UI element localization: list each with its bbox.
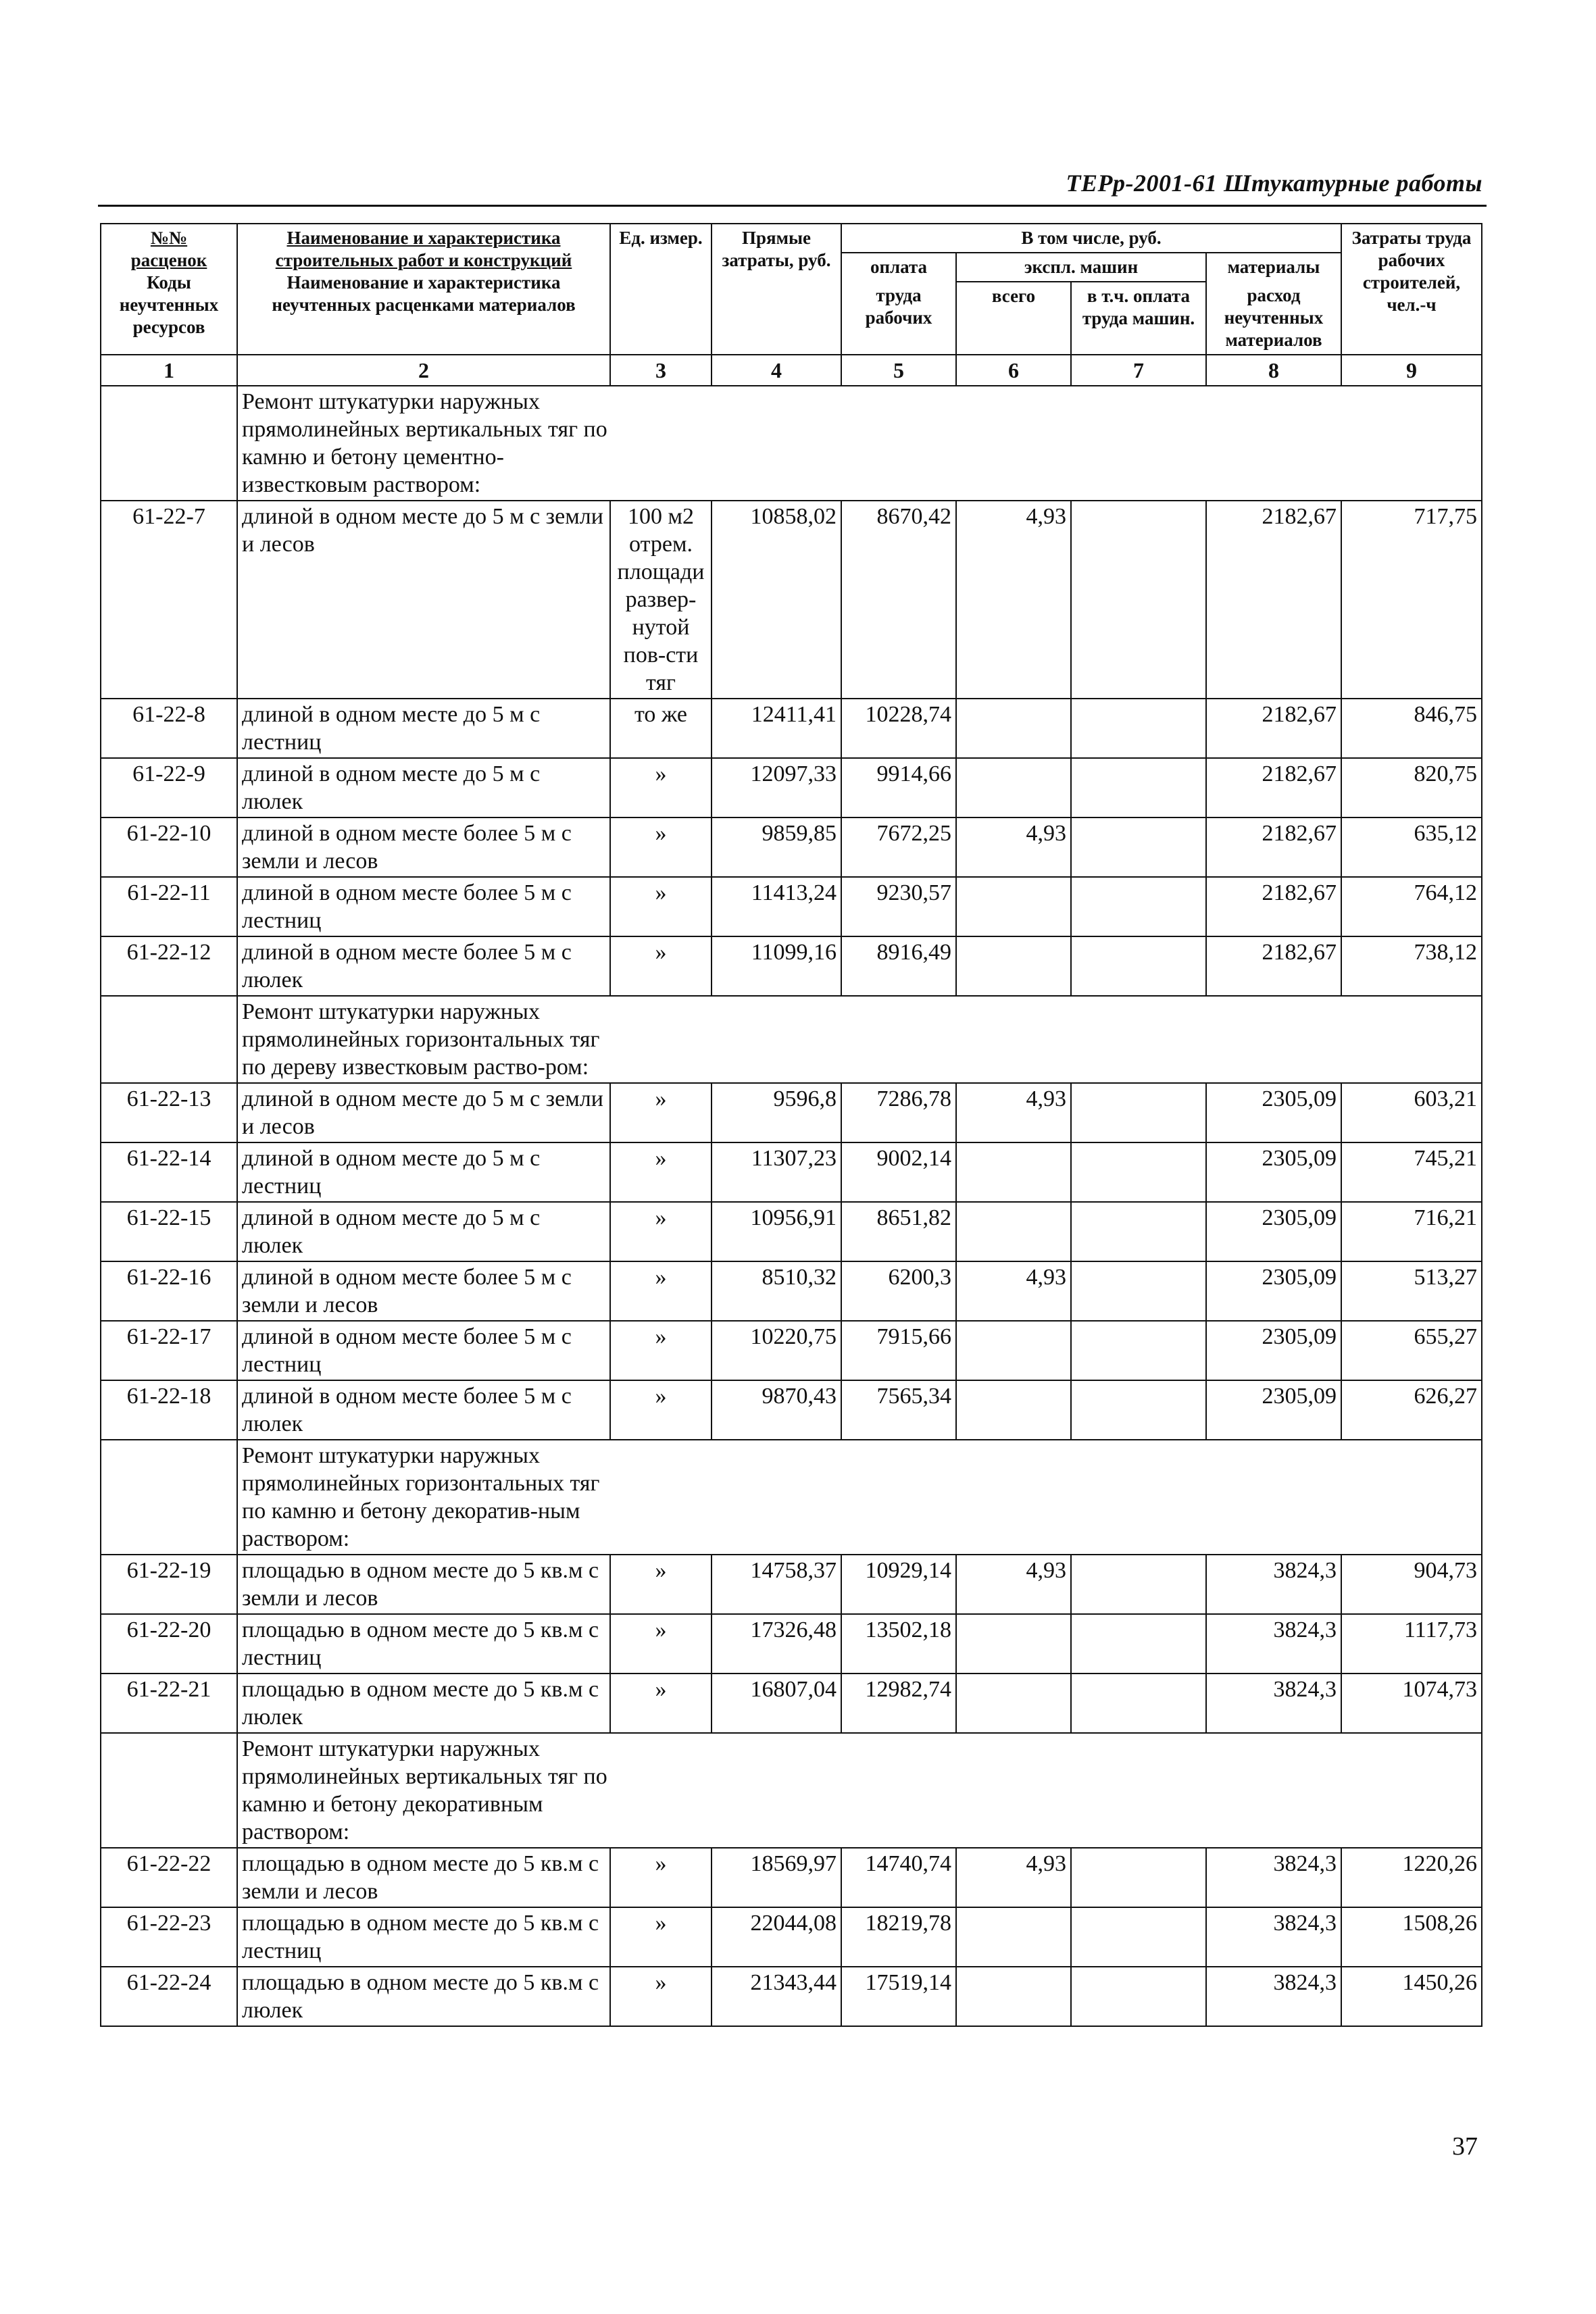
column-number-row <box>101 355 1482 386</box>
work-name: длиной в одном месте более 5 м с земли и лесов <box>237 818 610 877</box>
machines-total <box>956 1674 1071 1733</box>
header-direct-costs: Прямые затраты, руб. <box>712 224 841 355</box>
labor-hours: 717,75 <box>1341 501 1482 699</box>
labor-hours: 820,75 <box>1341 758 1482 818</box>
materials-cost: 2182,67 <box>1206 699 1341 758</box>
materials-cost: 2182,67 <box>1206 758 1341 818</box>
machines-total: 4,93 <box>956 501 1071 699</box>
rate-code: 61-22-20 <box>101 1614 237 1674</box>
column-number: 3 <box>610 355 712 386</box>
unit: 100 м2 отрем. площади развер-нутой пов-сти тяг <box>610 501 712 699</box>
header-pay: оплата <box>841 253 956 282</box>
materials-cost: 2182,67 <box>1206 501 1341 699</box>
unit: » <box>610 1261 712 1321</box>
labor-pay: 7672,25 <box>841 818 956 877</box>
rate-code: 61-22-21 <box>101 1674 237 1733</box>
materials-cost: 3824,3 <box>1206 1967 1341 2026</box>
work-name: длиной в одном месте более 5 м с лестниц <box>237 877 610 936</box>
labor-pay: 8916,49 <box>841 936 956 996</box>
table-row <box>101 818 1482 877</box>
work-name: длиной в одном месте до 5 м с люлек <box>237 758 610 818</box>
table-row <box>101 699 1482 758</box>
rate-code: 61-22-18 <box>101 1380 237 1440</box>
machines-labor-pay <box>1071 1202 1206 1261</box>
work-name: длиной в одном месте более 5 м с люлек <box>237 1380 610 1440</box>
labor-pay: 14740,74 <box>841 1848 956 1907</box>
machines-labor-pay <box>1071 699 1206 758</box>
section-title-cell <box>237 1440 1482 1555</box>
labor-pay: 9002,14 <box>841 1142 956 1202</box>
unit: » <box>610 1967 712 2026</box>
materials-cost: 2305,09 <box>1206 1083 1341 1142</box>
header-col1 <box>101 224 237 355</box>
machines-total <box>956 1967 1071 2026</box>
header-machines-total: всего <box>956 282 1071 355</box>
work-name: площадью в одном месте до 5 кв.м с земли и лесов <box>237 1848 610 1907</box>
rate-code: 61-22-24 <box>101 1967 237 2026</box>
section-title: Ремонт штукатурки наружных прямолинейных горизонтальных тяг по камню и бетону декоратив-ным раствором: <box>242 1443 600 1551</box>
machines-labor-pay <box>1071 501 1206 699</box>
table-row <box>101 1967 1482 2026</box>
header-col2-bottom: Наименование и характеристика неучтенных расценками материалов <box>272 272 576 315</box>
labor-hours: 738,12 <box>1341 936 1482 996</box>
work-name: площадью в одном месте до 5 кв.м с люлек <box>237 1967 610 2026</box>
section-title-cell <box>237 386 1482 501</box>
machines-total: 4,93 <box>956 818 1071 877</box>
rate-code: 61-22-7 <box>101 501 237 699</box>
labor-hours: 716,21 <box>1341 1202 1482 1261</box>
table-row <box>101 1907 1482 1967</box>
labor-pay: 6200,3 <box>841 1261 956 1321</box>
materials-cost: 2305,09 <box>1206 1261 1341 1321</box>
table-row <box>101 936 1482 996</box>
section-title-cell <box>237 1733 1482 1848</box>
unit: » <box>610 1142 712 1202</box>
machines-labor-pay <box>1071 1380 1206 1440</box>
column-number: 6 <box>956 355 1071 386</box>
section-title: Ремонт штукатурки наружных прямолинейных горизонтальных тяг по дереву известковым раство-ром: <box>242 999 600 1080</box>
machines-labor-pay <box>1071 1555 1206 1614</box>
labor-hours: 745,21 <box>1341 1142 1482 1202</box>
unit: » <box>610 1848 712 1907</box>
machines-labor-pay <box>1071 1848 1206 1907</box>
labor-hours: 764,12 <box>1341 877 1482 936</box>
direct-costs: 12411,41 <box>712 699 841 758</box>
rate-code: 61-22-12 <box>101 936 237 996</box>
section-row <box>101 386 1482 501</box>
machines-labor-pay <box>1071 758 1206 818</box>
header-rule <box>98 205 1487 207</box>
machines-labor-pay <box>1071 1083 1206 1142</box>
column-number: 7 <box>1071 355 1206 386</box>
machines-labor-pay <box>1071 936 1206 996</box>
machines-total <box>956 758 1071 818</box>
machines-labor-pay <box>1071 1614 1206 1674</box>
rate-code: 61-22-13 <box>101 1083 237 1142</box>
column-number: 9 <box>1341 355 1482 386</box>
section-code-cell <box>101 1733 237 1848</box>
machines-total <box>956 1142 1071 1202</box>
table-row <box>101 758 1482 818</box>
materials-cost: 2182,67 <box>1206 877 1341 936</box>
direct-costs: 11099,16 <box>712 936 841 996</box>
column-number: 5 <box>841 355 956 386</box>
direct-costs: 9596,8 <box>712 1083 841 1142</box>
materials-cost: 3824,3 <box>1206 1674 1341 1733</box>
work-name: площадью в одном месте до 5 кв.м с земли и лесов <box>237 1555 610 1614</box>
rate-code: 61-22-16 <box>101 1261 237 1321</box>
work-name: длиной в одном месте до 5 м с лестниц <box>237 699 610 758</box>
section-code-cell <box>101 996 237 1083</box>
labor-pay: 7286,78 <box>841 1083 956 1142</box>
labor-hours: 513,27 <box>1341 1261 1482 1321</box>
section-row <box>101 1440 1482 1555</box>
machines-total <box>956 877 1071 936</box>
unit: » <box>610 758 712 818</box>
machines-total <box>956 1380 1071 1440</box>
work-name: длиной в одном месте до 5 м с земли и лесов <box>237 501 610 699</box>
machines-total <box>956 1202 1071 1261</box>
section-title: Ремонт штукатурки наружных прямолинейных вертикальных тяг по камню и бетону цементно-известковым раствором: <box>242 389 607 497</box>
machines-total: 4,93 <box>956 1083 1071 1142</box>
machines-labor-pay <box>1071 1261 1206 1321</box>
work-name: длиной в одном месте более 5 м с земли и лесов <box>237 1261 610 1321</box>
materials-cost: 2182,67 <box>1206 936 1341 996</box>
table-row <box>101 1555 1482 1614</box>
direct-costs: 11413,24 <box>712 877 841 936</box>
unit: » <box>610 936 712 996</box>
header-materials: материалы <box>1206 253 1341 282</box>
direct-costs: 21343,44 <box>712 1967 841 2026</box>
table-body <box>101 355 1482 2026</box>
labor-pay: 13502,18 <box>841 1614 956 1674</box>
header-col1-mid: расценок <box>130 250 207 270</box>
labor-pay: 12982,74 <box>841 1674 956 1733</box>
rate-code: 61-22-11 <box>101 877 237 936</box>
section-title: Ремонт штукатурки наружных прямолинейных вертикальных тяг по камню и бетону декоративным раствором: <box>242 1736 607 1844</box>
unit: » <box>610 1907 712 1967</box>
header-col2 <box>237 224 610 355</box>
labor-pay: 10929,14 <box>841 1555 956 1614</box>
table-row <box>101 1142 1482 1202</box>
table-row <box>101 1848 1482 1907</box>
machines-total: 4,93 <box>956 1261 1071 1321</box>
header-including-group: В том числе, руб. <box>841 224 1341 253</box>
labor-pay: 17519,14 <box>841 1967 956 2026</box>
labor-pay: 9914,66 <box>841 758 956 818</box>
rate-code: 61-22-17 <box>101 1321 237 1380</box>
unit: » <box>610 1674 712 1733</box>
rates-table <box>100 223 1482 2027</box>
direct-costs: 17326,48 <box>712 1614 841 1674</box>
header-unit: Ед. измер. <box>610 224 712 355</box>
page-number: 37 <box>1452 2132 1478 2161</box>
direct-costs: 12097,33 <box>712 758 841 818</box>
unit: » <box>610 1083 712 1142</box>
column-number: 2 <box>237 355 610 386</box>
table-row <box>101 1380 1482 1440</box>
rate-code: 61-22-22 <box>101 1848 237 1907</box>
header-machines: экспл. машин <box>956 253 1206 282</box>
rate-code: 61-22-9 <box>101 758 237 818</box>
labor-hours: 1117,73 <box>1341 1614 1482 1674</box>
machines-labor-pay <box>1071 1142 1206 1202</box>
table-row <box>101 877 1482 936</box>
section-row <box>101 996 1482 1083</box>
work-name: длиной в одном месте более 5 м с люлек <box>237 936 610 996</box>
materials-cost: 2305,09 <box>1206 1321 1341 1380</box>
header-col2-top: Наименование и характеристика строительных работ и конструкций <box>275 228 572 270</box>
materials-cost: 2182,67 <box>1206 818 1341 877</box>
unit: » <box>610 1202 712 1261</box>
machines-labor-pay <box>1071 877 1206 936</box>
rate-code: 61-22-15 <box>101 1202 237 1261</box>
section-code-cell <box>101 386 237 501</box>
rate-code: 61-22-14 <box>101 1142 237 1202</box>
labor-pay: 8651,82 <box>841 1202 956 1261</box>
labor-hours: 1220,26 <box>1341 1848 1482 1907</box>
materials-cost: 2305,09 <box>1206 1202 1341 1261</box>
labor-hours: 635,12 <box>1341 818 1482 877</box>
table-row <box>101 1202 1482 1261</box>
machines-total <box>956 699 1071 758</box>
work-name: длиной в одном месте более 5 м с лестниц <box>237 1321 610 1380</box>
direct-costs: 14758,37 <box>712 1555 841 1614</box>
section-title-cell <box>237 996 1482 1083</box>
header-machines-labor: в т.ч. оплата труда машин. <box>1071 282 1206 355</box>
running-header: ТЕРр-2001-61 Штукатурные работы <box>1066 170 1482 197</box>
header-col1-top: №№ <box>150 228 188 248</box>
unit: » <box>610 1321 712 1380</box>
work-name: длиной в одном месте до 5 м с земли и лесов <box>237 1083 610 1142</box>
rate-code: 61-22-23 <box>101 1907 237 1967</box>
machines-total: 4,93 <box>956 1848 1071 1907</box>
materials-cost: 3824,3 <box>1206 1907 1341 1967</box>
direct-costs: 22044,08 <box>712 1907 841 1967</box>
machines-labor-pay <box>1071 1907 1206 1967</box>
table-row <box>101 1083 1482 1142</box>
labor-hours: 655,27 <box>1341 1321 1482 1380</box>
section-row <box>101 1733 1482 1848</box>
work-name: площадью в одном месте до 5 кв.м с люлек <box>237 1674 610 1733</box>
direct-costs: 8510,32 <box>712 1261 841 1321</box>
direct-costs: 11307,23 <box>712 1142 841 1202</box>
work-name: площадью в одном месте до 5 кв.м с лестниц <box>237 1907 610 1967</box>
labor-pay: 9230,57 <box>841 877 956 936</box>
labor-pay: 7915,66 <box>841 1321 956 1380</box>
table-header <box>101 224 1482 355</box>
labor-pay: 8670,42 <box>841 501 956 699</box>
direct-costs: 16807,04 <box>712 1674 841 1733</box>
section-code-cell <box>101 1440 237 1555</box>
machines-labor-pay <box>1071 818 1206 877</box>
table-row <box>101 1321 1482 1380</box>
direct-costs: 10220,75 <box>712 1321 841 1380</box>
machines-labor-pay <box>1071 1321 1206 1380</box>
column-number: 4 <box>712 355 841 386</box>
labor-hours: 1450,26 <box>1341 1967 1482 2026</box>
unit: » <box>610 877 712 936</box>
machines-total: 4,93 <box>956 1555 1071 1614</box>
direct-costs: 9859,85 <box>712 818 841 877</box>
machines-total <box>956 936 1071 996</box>
header-col1-bottom: Коды неучтенных ресурсов <box>119 272 219 337</box>
materials-cost: 3824,3 <box>1206 1555 1341 1614</box>
column-number: 8 <box>1206 355 1341 386</box>
machines-total <box>956 1907 1071 1967</box>
machines-labor-pay <box>1071 1967 1206 2026</box>
labor-pay: 10228,74 <box>841 699 956 758</box>
labor-hours: 626,27 <box>1341 1380 1482 1440</box>
column-number: 1 <box>101 355 237 386</box>
labor-hours: 1508,26 <box>1341 1907 1482 1967</box>
direct-costs: 18569,97 <box>712 1848 841 1907</box>
unit: » <box>610 818 712 877</box>
labor-hours: 904,73 <box>1341 1555 1482 1614</box>
rate-code: 61-22-10 <box>101 818 237 877</box>
unit: то же <box>610 699 712 758</box>
materials-cost: 3824,3 <box>1206 1848 1341 1907</box>
labor-hours: 1074,73 <box>1341 1674 1482 1733</box>
labor-hours: 603,21 <box>1341 1083 1482 1142</box>
machines-total <box>956 1614 1071 1674</box>
header-materials-sub: расход неучтенных материалов <box>1206 282 1341 355</box>
unit: » <box>610 1614 712 1674</box>
header-pay-sub: труда рабочих <box>841 282 956 355</box>
labor-hours: 846,75 <box>1341 699 1482 758</box>
table-row <box>101 501 1482 699</box>
work-name: длиной в одном месте до 5 м с люлек <box>237 1202 610 1261</box>
direct-costs: 9870,43 <box>712 1380 841 1440</box>
rate-code: 61-22-19 <box>101 1555 237 1614</box>
table-row <box>101 1674 1482 1733</box>
table-row <box>101 1614 1482 1674</box>
machines-total <box>956 1321 1071 1380</box>
direct-costs: 10956,91 <box>712 1202 841 1261</box>
materials-cost: 2305,09 <box>1206 1380 1341 1440</box>
labor-pay: 18219,78 <box>841 1907 956 1967</box>
table-row <box>101 1261 1482 1321</box>
materials-cost: 3824,3 <box>1206 1614 1341 1674</box>
materials-cost: 2305,09 <box>1206 1142 1341 1202</box>
unit: » <box>610 1555 712 1614</box>
direct-costs: 10858,02 <box>712 501 841 699</box>
header-labor-hours: Затраты труда рабочих строителей, чел.-ч <box>1341 224 1482 355</box>
work-name: площадью в одном месте до 5 кв.м с лестниц <box>237 1614 610 1674</box>
machines-labor-pay <box>1071 1674 1206 1733</box>
labor-pay: 7565,34 <box>841 1380 956 1440</box>
work-name: длиной в одном месте до 5 м с лестниц <box>237 1142 610 1202</box>
rate-code: 61-22-8 <box>101 699 237 758</box>
unit: » <box>610 1380 712 1440</box>
